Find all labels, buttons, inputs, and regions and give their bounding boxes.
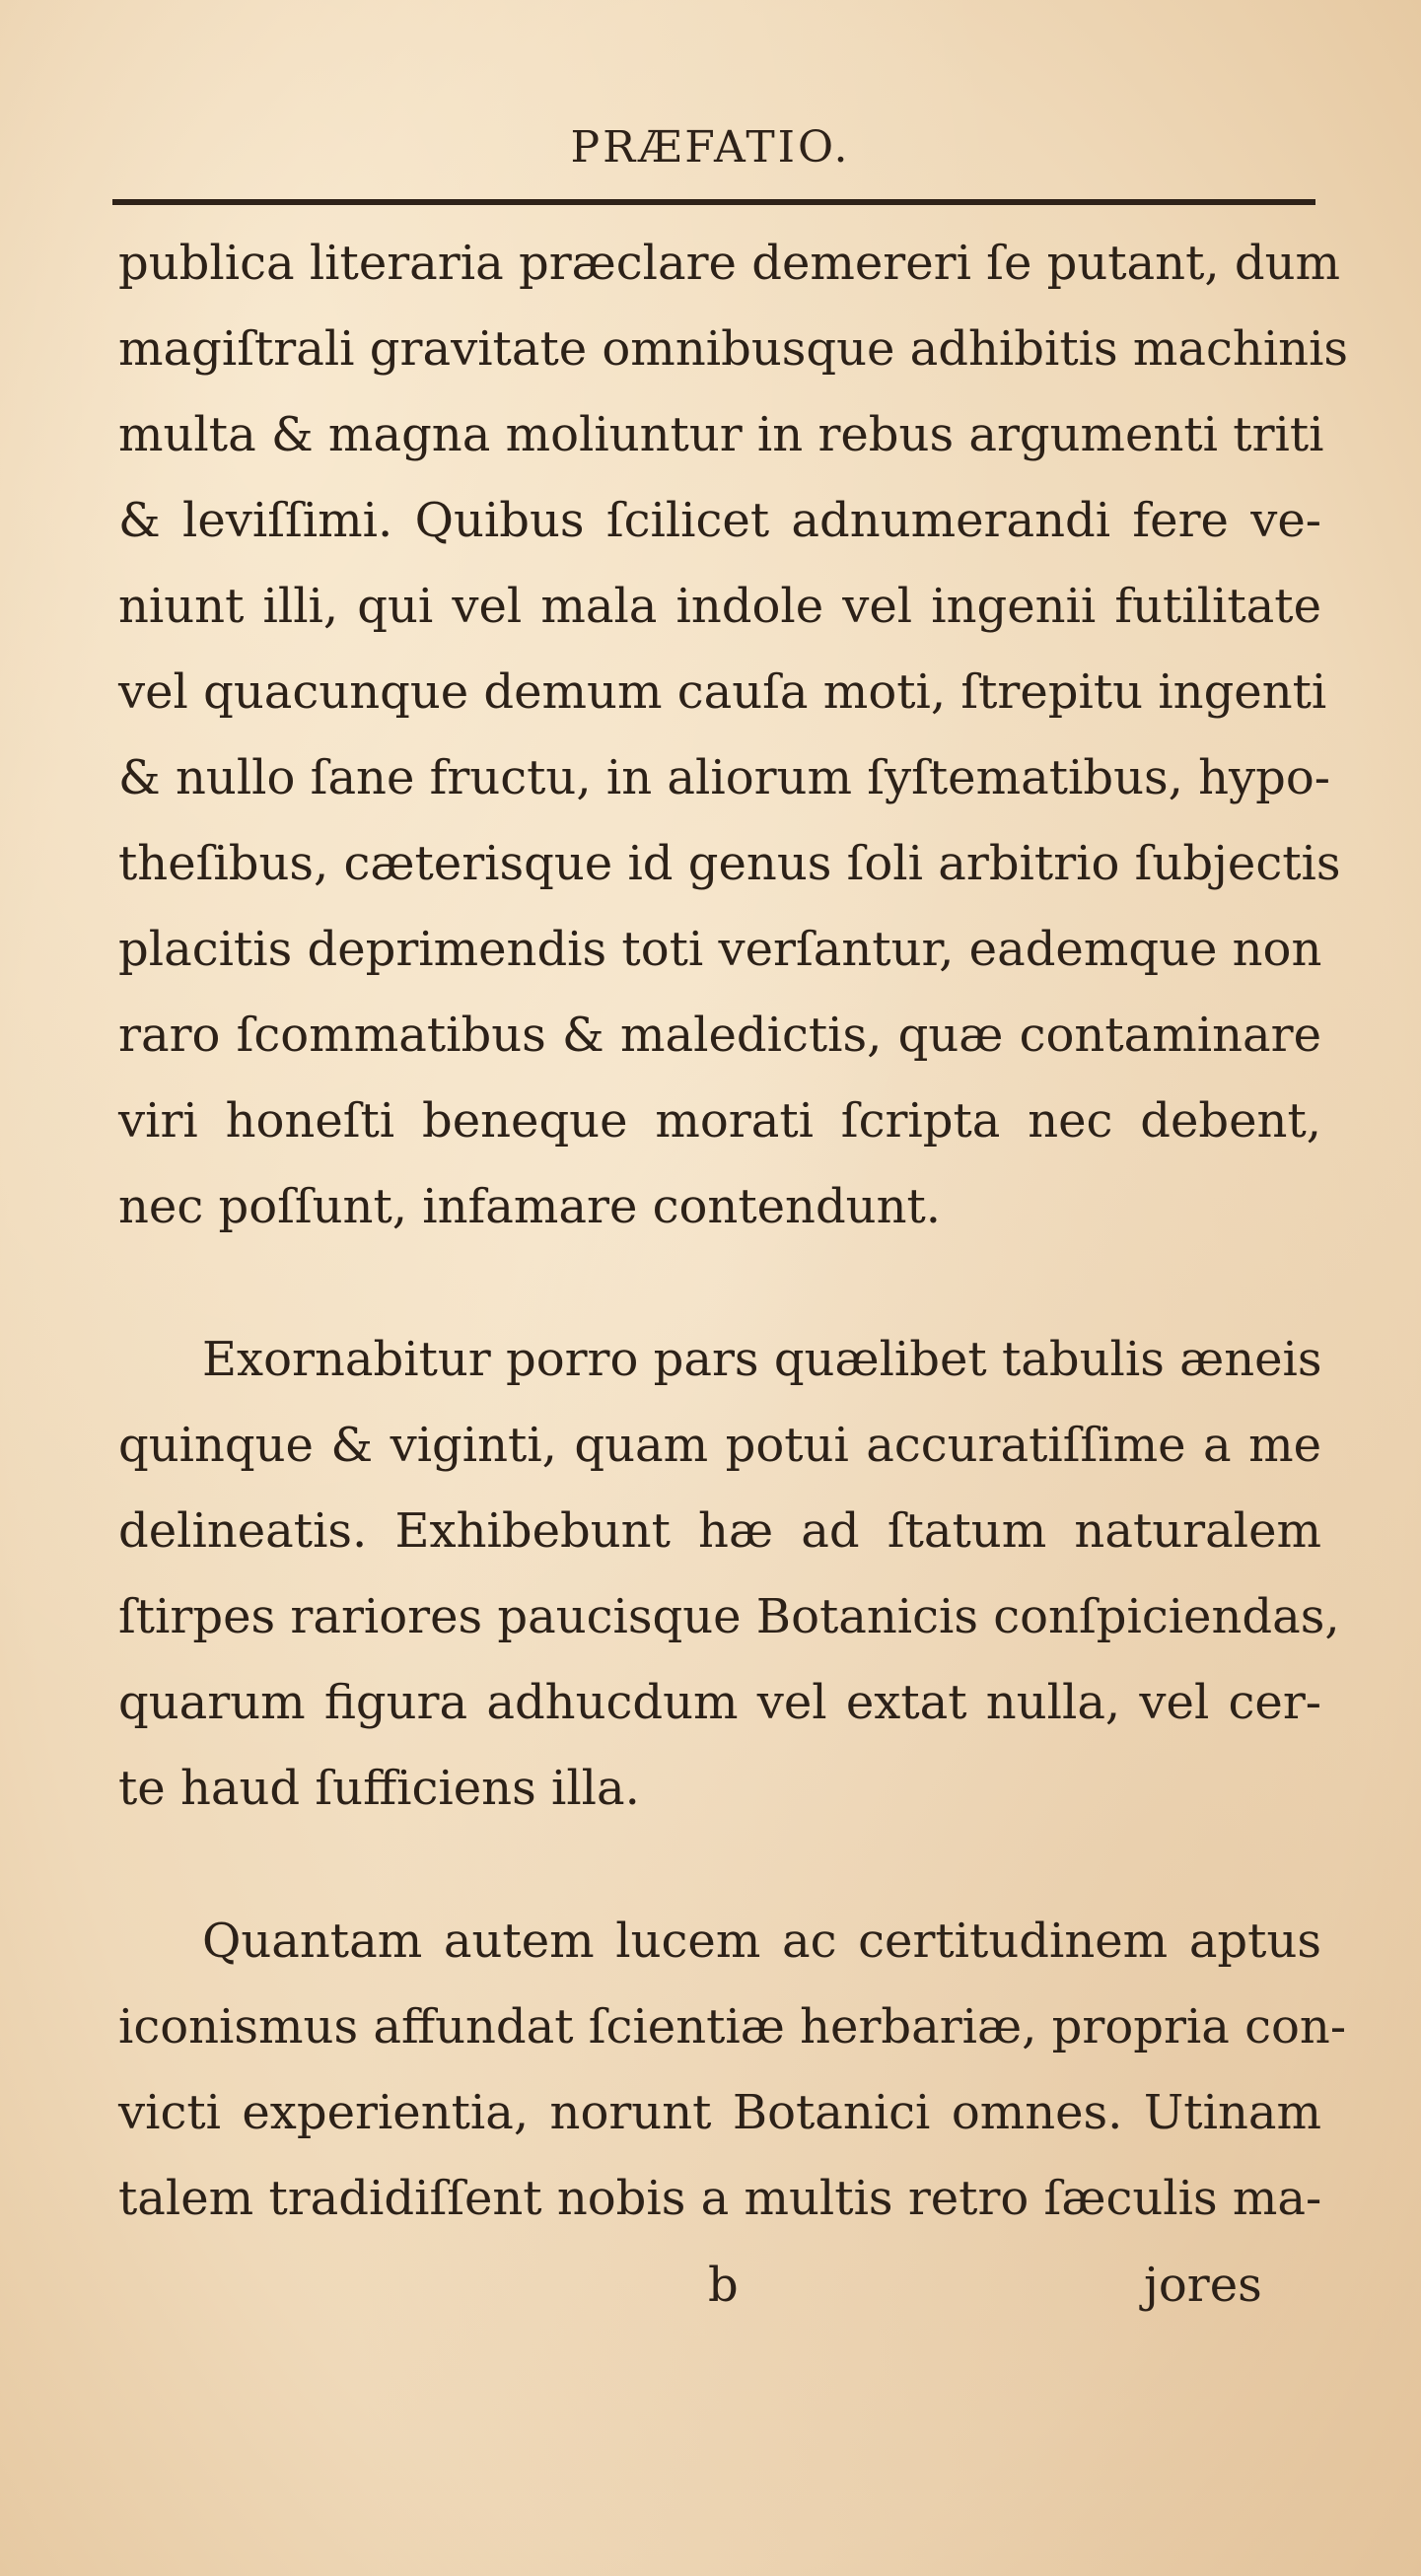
text-line: niunt illi, qui vel mala indole vel ingenii futilitate (118, 579, 1321, 634)
catchword: jores (1144, 2258, 1262, 2313)
text-line: multa & magna moliuntur in rebus argumenti triti (118, 407, 1324, 462)
text-line: viri honeſti beneque morati ſcripta nec debent, (118, 1093, 1321, 1149)
text-line: te haud ſufficiens illa. (118, 1761, 640, 1816)
text-line: nec poſſunt, infamare contendunt. (118, 1179, 942, 1234)
text-line: publica literaria præclare demereri ſe putant, dum (118, 236, 1341, 291)
text-line: Exornabitur porro pars quælibet tabulis æneis (202, 1332, 1322, 1387)
text-line: magiſtrali gravitate omnibusque adhibitis machinis (118, 321, 1349, 377)
header-rule (112, 199, 1315, 205)
signature-mark: b (708, 2258, 739, 2313)
text-line: theſibus, cæterisque id genus ſoli arbitrio ſubjectis (118, 836, 1341, 891)
text-line: talem tradidiſſent nobis a multis retro ſæculis ma- (118, 2171, 1322, 2226)
text-line: victi experientia, norunt Botanici omnes. Utinam (118, 2085, 1321, 2140)
text-line: Quantam autem lucem ac certitudinem aptus (202, 1914, 1321, 1969)
text-line: vel quacunque demum cauſa moti, ſtrepitu ingenti (118, 664, 1327, 720)
text-line: & nullo ſane fructu, in aliorum ſyſtematibus, hypo- (118, 750, 1331, 805)
paragraph-1 (118, 221, 1349, 1250)
paragraph-2 (118, 1317, 1340, 1832)
text-line: iconismus affundat ſcientiæ herbariæ, propria con- (118, 1999, 1347, 2054)
paragraph-3 (118, 1899, 1347, 2242)
text-line: raro ſcommatibus & maledictis, quæ contaminare (118, 1008, 1321, 1063)
running-head-title: PRÆFATIO. (570, 122, 851, 173)
text-line: delineatis. Exhibebunt hæ ad ſtatum naturalem (118, 1503, 1321, 1559)
text-line: quinque & viginti, quam potui accuratiſſime a me (118, 1418, 1321, 1473)
text-line: ſtirpes rariores paucisque Botanicis conſpiciendas, (118, 1589, 1340, 1644)
text-line: placitis deprimendis toti verſantur, eademque non (118, 922, 1322, 977)
text-line: & leviſſimi. Quibus ſcilicet adnumerandi fere ve- (118, 493, 1321, 548)
text-line: quarum figura adhucdum vel extat nulla, vel cer- (118, 1675, 1321, 1730)
